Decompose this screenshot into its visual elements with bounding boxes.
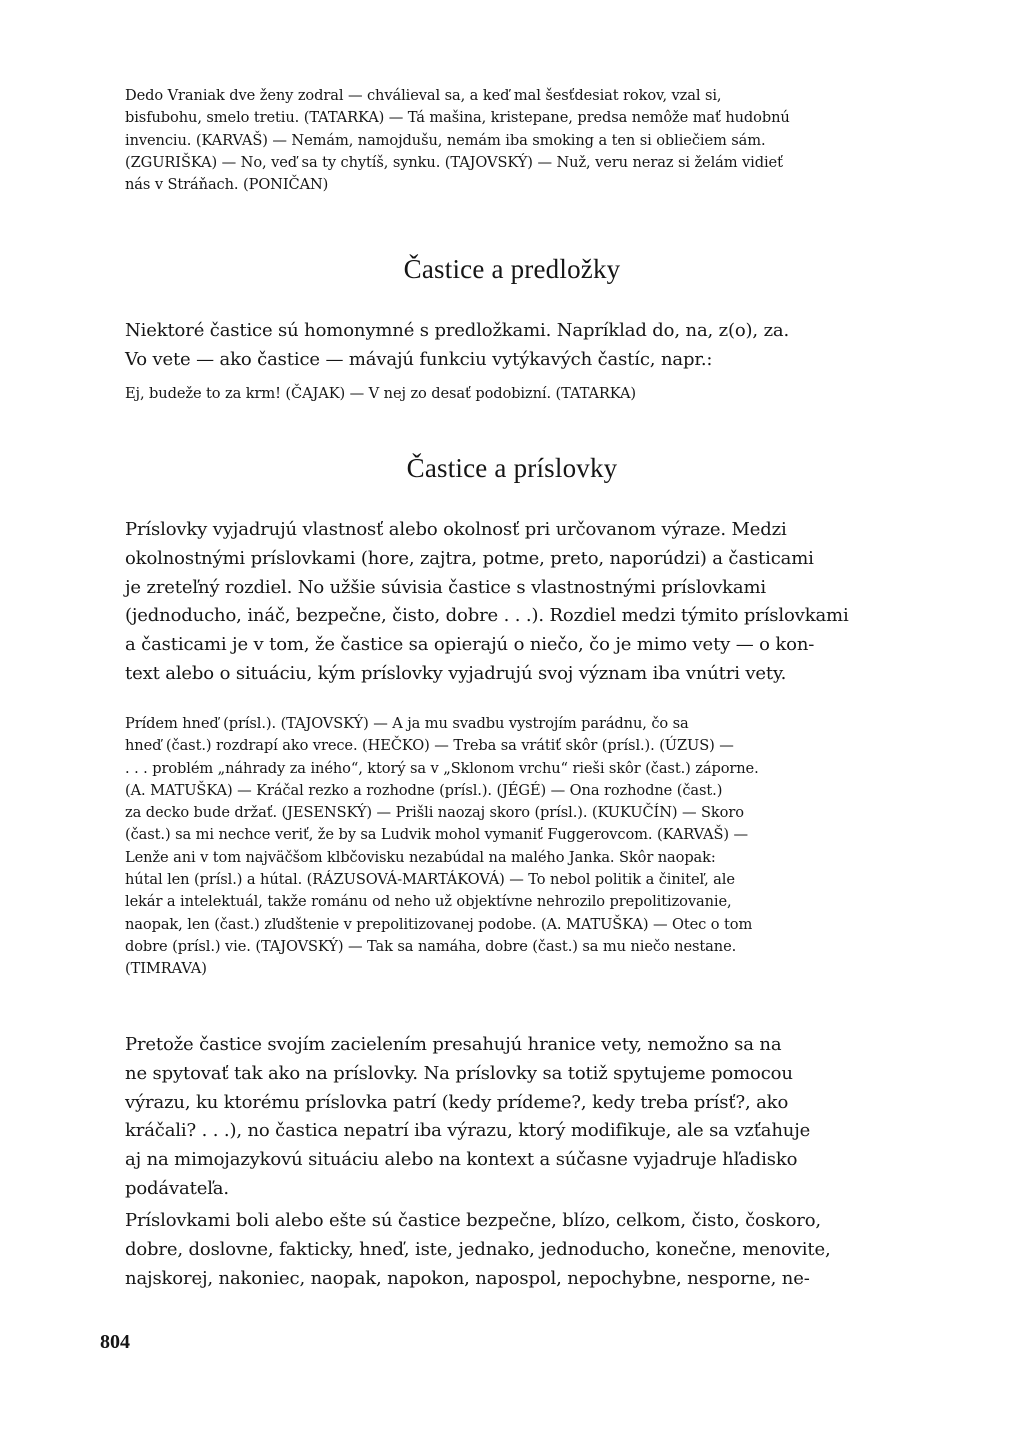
text-line: je zreteľný rozdiel. No užšie súvisia častice s vlastnostnými príslovkami [125,576,767,598]
text-line: výrazu, ku ktorému príslovka patrí (kedy prídeme?, kedy treba prísť?, ako [125,1091,789,1113]
section2-body3 [125,1207,923,1293]
top-paragraph [125,85,923,196]
text-line: Pretože častice svojím zacielením presahujú hranice vety, nemožno sa na [125,1034,782,1055]
text-line: hútal len (prísl.) a hútal. (RÁZUSOVÁ-MARTÁKOVÁ) — To nebol politik a činiteľ, ale [125,871,735,889]
text-line: dobre, doslovne, fakticky, hneď, iste, jednako, jednoducho, konečne, menovite, [125,1238,831,1260]
text-line: okolnostnými príslovkami (hore, zajtra, potme, preto, naporúdzi) a časticami [125,547,814,569]
text-line: Dedo Vraniak dve ženy zodral — chválieval sa, a keď mal šesťdesiat rokov, vzal si, [125,87,722,104]
text-line: Vo vete — ako častice — mávajú funkciu vytýkavých častíc, napr.: [125,348,713,370]
section-heading-praslovky: Častice a príslovky [406,453,618,483]
page-number: 804 [100,1331,130,1353]
section2-body2 [125,1031,923,1204]
text-line: (ZGURIŠKA) — No, veď sa ty chytíš, synku. (TAJOVSKÝ) — Nuž, veru neraz si želám vidieť [125,153,783,171]
text-line: podávateľa. [125,1177,229,1199]
text-line: Prídem hneď (prísl.). (TAJOVSKÝ) — A ja mu svadbu vystrojím parádnu, čo sa [125,715,689,732]
section-heading-predlozky: Častice a predložky [403,254,621,284]
text-line: kráčali? . . .), no častica nepatrí iba výrazu, ktorý modifikuje, ale sa vzťahuje [125,1120,811,1142]
text-line: . . . problém „náhrady za iného“, ktorý sa v „Sklonom vrchu“ rieši skôr (čast.) záporne. [125,759,759,777]
text-line: Príslovkami boli alebo ešte sú častice bezpečne, blízo, celkom, čisto, čoskoro, [125,1210,821,1231]
text-line: (čast.) sa mi nechce veriť, že by sa Ludvik mohol vymaniť Fuggerovcom. (KARVAŠ) — [125,826,749,844]
text-line: lekár a intelektuál, takže románu od neho už objektívne nehrozilo prepolitizovanie, [125,893,732,911]
text-line: Príslovky vyjadrujú vlastnosť alebo okolnosť pri určovanom výraze. Medzi [125,519,787,540]
section2-body [125,516,923,689]
text-line: aj na mimojazykovú situáciu alebo na kontext a súčasne vyjadruje hľadisko [125,1149,798,1171]
text-line: a časticami je v tom, že častice sa opierajú o niečo, čo je mimo vety — o kon- [125,634,815,656]
text-line: naopak, len (čast.) zľudštenie v prepolitizovanej podobe. (A. MATUŠKA) — Otec o tom [125,915,753,933]
section1-example [125,383,923,405]
text-line: (jednoducho, ináč, bezpečne, čisto, dobre . . .). Rozdiel medzi týmito príslovkami [125,605,849,627]
text-line: dobre (prísl.) vie. (TAJOVSKÝ) — Tak sa namáha, dobre (čast.) sa mu niečo nestane. [125,937,737,955]
text-line: Niektoré častice sú homonymné s predložkami. Napríklad do, na, z(o), za. [125,320,790,341]
text-line: (TIMRAVA) [125,960,207,978]
text-line: hneď (čast.) rozdrapí ako vrece. (HEČKO) — Treba sa vrátiť skôr (prísl.). (ÚZUS) — [125,737,734,755]
text-line: nás v Stráňach. (PONIČAN) [125,176,329,194]
text-line: invenciu. (KARVAŠ) — Nemám, namojdušu, nemám iba smoking a ten si obliečiem sám. [125,131,766,149]
section1-body [125,317,923,375]
text-line: Ej, budeže to za krm! (ČAJAK) — V nej zo desať podobizní. (TATARKA) [125,385,637,402]
text-line: za decko bude držať. (JESENSKÝ) — Prišli naozaj skoro (prísl.). (KUKUČÍN) — Skoro [125,804,744,822]
text-line: Lenže ani v tom najväčšom klbčovisku nezabúdal na malého Janka. Skôr naopak: [125,848,716,866]
text-line: ne spytovať tak ako na príslovky. Na príslovky sa totiž spytujeme pomocou [125,1062,793,1084]
section2-examples [125,713,923,981]
text-line: najskorej, nakoniec, naopak, napokon, napospol, nepochybne, nesporne, ne- [125,1267,810,1289]
text-line: text alebo o situáciu, kým príslovky vyjadrujú svoj význam iba vnútri vety. [125,662,787,684]
text-line: (A. MATUŠKA) — Kráčal rezko a rozhodne (prísl.). (JÉGÉ) — Ona rozhodne (čast.) [125,781,723,799]
text-line: bisfubohu, smelo tretiu. (TATARKA) — Tá mašina, kristepane, predsa nemôže mať hudobnú [125,109,790,127]
